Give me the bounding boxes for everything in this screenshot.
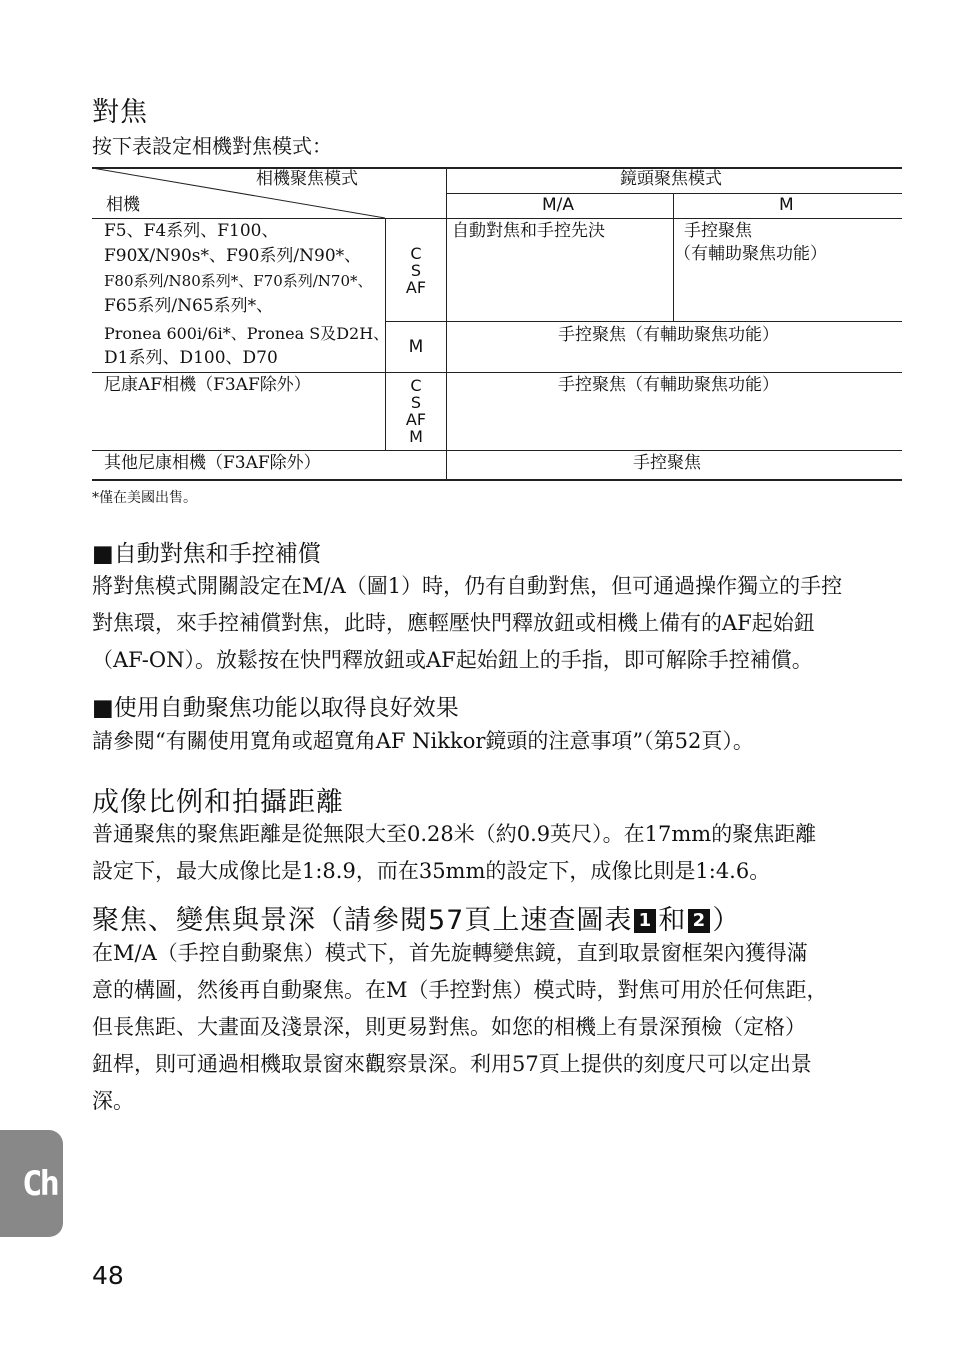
- af-good-line: 請參閱“有關使用寬角或超寬角AF Nikkor鏡頭的注意事項”（第52頁）。: [92, 729, 754, 753]
- row2-value: 手控聚焦（有輔助聚焦功能）: [558, 375, 779, 395]
- row2-mode-m: M: [409, 427, 423, 446]
- af-manual-paragraph: [92, 568, 904, 679]
- row1-camera-line-2: F90X/N90s*、F90系列/N90*、: [104, 246, 362, 266]
- chart-2-badge: 2: [688, 909, 710, 933]
- table-lens-column-rule: [446, 167, 447, 480]
- header-m: M: [779, 195, 794, 215]
- header-camera-focus-mode: 相機聚焦模式: [256, 169, 358, 189]
- header-camera: 相機: [106, 195, 140, 215]
- row3-value: 手控聚焦: [633, 453, 701, 473]
- row1b-mode-m: M: [408, 337, 424, 357]
- dof-title-text: 聚焦、變焦與景深（請參閱57頁上速查圖表: [92, 905, 633, 936]
- language-tab: [0, 1130, 63, 1237]
- focus-mode-table: [92, 167, 902, 480]
- row1-mode-s: S: [410, 261, 422, 280]
- subsection-title-af-good: ■使用自動聚焦功能以取得良好效果: [92, 695, 459, 721]
- row3-camera: 其他尼康相機（F3AF除外）: [104, 453, 321, 473]
- reproduction-line-1: 普通聚焦的聚焦距離是從無限大至0.28米（約0.9英尺）。在17mm的聚焦距離: [92, 822, 817, 846]
- row2-mode-list: [386, 377, 446, 445]
- chart-1-badge: 1: [634, 909, 656, 933]
- row1-mode-c: C: [410, 244, 422, 263]
- row1-mode-af: AF: [405, 278, 427, 297]
- af-manual-line-1: 將對焦模式開關設定在M/A（圖1）時，仍有自動對焦，但可通過操作獨立的手控: [92, 574, 843, 598]
- row1b-value: 手控聚焦（有輔助聚焦功能）: [558, 325, 779, 345]
- dof-title-end: ）: [712, 905, 741, 936]
- row1-camera-line-4: F65系列/N65系列*、: [104, 296, 274, 316]
- reproduction-line-2: 設定下，最大成像比是1:8.9，而在35mm的設定下，成像比則是1:4.6。: [92, 859, 771, 883]
- dof-title-and: 和: [658, 905, 687, 936]
- row1-m-value-line-2: （有輔助聚焦功能）: [674, 244, 827, 264]
- row1-camera-line-6: D1系列、D100、D70: [104, 348, 278, 368]
- dof-line-2: 意的構圖，然後再自動聚焦。在M（手控對焦）模式時，對焦可用於任何焦距，: [92, 978, 828, 1002]
- row1-camera-line-3: F80系列/N80系列*、F70系列/N70*、: [104, 272, 373, 290]
- row1-mode-list: [386, 245, 446, 296]
- focus-intro: 按下表設定相機對焦模式：: [92, 134, 332, 158]
- table-row1-split-rule: [385, 321, 902, 322]
- row1-camera-line-5: Pronea 600i/6i*、Pronea S及D2H、: [104, 324, 390, 343]
- section-title-focus: 對焦: [92, 97, 148, 128]
- dof-paragraph: [92, 935, 904, 1120]
- row2-camera: 尼康AF相機（F3AF除外）: [104, 375, 311, 395]
- row2-mode-af: AF: [405, 410, 427, 429]
- header-lens-focus-mode: 鏡頭聚焦模式: [620, 169, 722, 189]
- row1-m-value-line-1: 手控聚焦: [684, 221, 752, 241]
- row2-mode-c: C: [410, 376, 422, 395]
- language-tab-label: Ch: [22, 1164, 57, 1204]
- subsection-title-af-manual: ■自動對焦和手控補償: [92, 541, 321, 567]
- table-bottom-rule: [92, 479, 902, 481]
- af-manual-line-3: （AF-ON）。放鬆按在快門釋放鈕或AF起始鈕上的手指，即可解除手控補償。: [92, 648, 813, 672]
- table-header-divider: [446, 193, 902, 194]
- table-row1-bottom-rule: [92, 372, 902, 373]
- row1-ma-value: 自動對焦和手控先決: [452, 221, 605, 241]
- row1-camera-line-1: F5、F4系列、F100、: [104, 221, 279, 241]
- dof-line-3: 但長焦距、大畫面及淺景深，則更易對焦。如您的相機上有景深預檢（定格）: [92, 1015, 806, 1039]
- dof-line-4: 鈕桿，則可通過相機取景窗來觀察景深。利用57頁上提供的刻度尺可以定出景: [92, 1052, 812, 1076]
- table-footnote: *僅在美國出售。: [92, 490, 197, 506]
- af-manual-line-2: 對焦環，來手控補償對焦，此時，應輕壓快門釋放鈕或相機上備有的AF起始鈕: [92, 611, 815, 635]
- page-number: 48: [92, 1261, 124, 1290]
- reproduction-paragraph: [92, 816, 904, 890]
- section-title-dof: [92, 898, 740, 937]
- dof-line-1: 在M/A（手控自動聚焦）模式下，首先旋轉變焦鏡，直到取景窗框架內獲得滿: [92, 941, 808, 965]
- section-title-reproduction: 成像比例和拍攝距離: [92, 787, 344, 818]
- dof-line-5: 深。: [92, 1089, 134, 1113]
- table-row2-bottom-rule: [92, 450, 902, 451]
- header-ma: M/A: [542, 195, 575, 215]
- row2-mode-s: S: [410, 393, 422, 412]
